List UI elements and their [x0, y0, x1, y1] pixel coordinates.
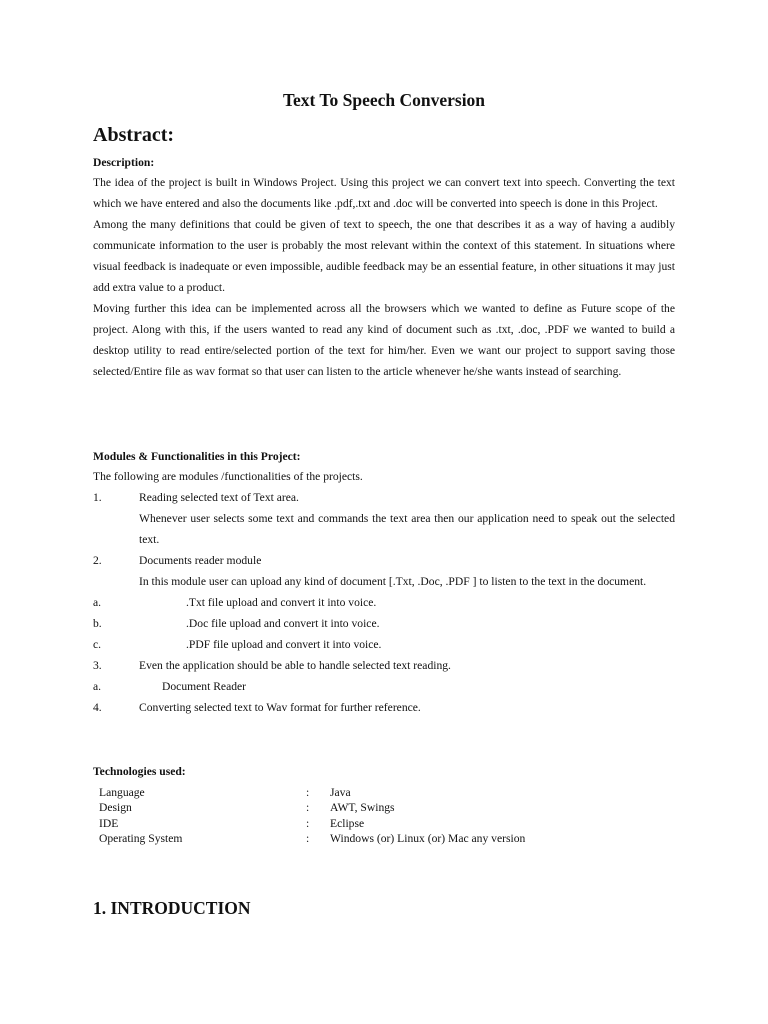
sub-text: .Txt file upload and convert it into voice.: [186, 596, 377, 609]
tech-separator: :: [306, 816, 310, 830]
list-number: 2.: [93, 554, 102, 567]
sub-text: .PDF file upload and convert it into voice.: [186, 638, 382, 651]
list-number: 4.: [93, 701, 102, 714]
description-paragraph-3: Moving further this idea can be implemented across all the browsers which we wanted to define as Future scope of the project. Along with this, if the users wanted to read any kind of document such as .txt, .doc, .PDF we wanted to build a desktop utility to read entire/selected portion of the text for him/her. Even we want our project to support saving those selected/Entire file as wav format so that user can listen to the article whenever he/she wants instead of searching.: [93, 302, 675, 378]
module-subitem-b: [93, 613, 675, 634]
modules-section: [93, 447, 675, 718]
module-item-3-subitem-a: [93, 676, 675, 697]
module-item-4: [93, 697, 675, 718]
tech-key: Operating System: [99, 831, 183, 845]
modules-intro: The following are modules /functionalities of the projects.: [93, 470, 363, 483]
tech-value: Eclipse: [330, 816, 365, 830]
sub-number: c.: [93, 638, 102, 651]
list-text: Reading selected text of Text area.: [139, 491, 299, 504]
tech-row-ide: [99, 816, 675, 831]
list-text: Converting selected text to Wav format for further reference.: [139, 701, 421, 714]
list-number: 1.: [93, 491, 102, 504]
tech-value: Windows (or) Linux (or) Mac any version: [330, 831, 526, 845]
sub-text: .Doc file upload and convert it into voice.: [186, 617, 380, 630]
module-subitem-a: [93, 592, 675, 613]
sub-number: b.: [93, 617, 102, 630]
tech-value: AWT, Swings: [330, 801, 395, 815]
sub-text: Document Reader: [162, 680, 247, 693]
tech-separator: :: [306, 786, 310, 799]
description-section: [93, 153, 675, 382]
description-paragraph-2: Among the many definitions that could be given of text to speech, the one that describes it as a way of having a audibly communicate information to the user is probably the most relevant within the context of this statement. In situations where visual feedback is inadequate or even impossible, audible feedback may be an essential feature, in other situations it may just add extra value to a product.: [93, 218, 675, 294]
abstract-heading: Abstract:: [93, 124, 175, 146]
tech-separator: :: [306, 831, 310, 845]
module-item-2: [93, 550, 675, 571]
tech-row-language: [99, 785, 675, 800]
tech-value: Java: [330, 786, 351, 799]
module-item-2-detail: In this module user can upload any kind of document [.Txt, .Doc, .PDF ] to listen to the text in the document.: [139, 575, 647, 588]
tech-key: Design: [99, 801, 132, 815]
list-number: 3.: [93, 659, 102, 672]
tech-row-design: [99, 800, 675, 815]
technologies-section: [93, 763, 675, 846]
module-item-1: [93, 487, 675, 508]
module-item-3: [93, 655, 675, 676]
technologies-heading: Technologies used:: [93, 765, 186, 778]
description-paragraph-1: The idea of the project is built in Windows Project. Using this project we can convert text into speech. Converting the text which we have entered and also the documents like .pdf,.txt and .doc will be converted into speech is done in this Project.: [93, 176, 675, 210]
document-title: Text To Speech Conversion: [282, 90, 486, 110]
module-subitem-c: [93, 634, 675, 655]
introduction-heading: 1. INTRODUCTION: [93, 898, 251, 918]
list-text: Even the application should be able to handle selected text reading.: [139, 659, 451, 672]
tech-separator: :: [306, 801, 310, 815]
sub-number: a.: [93, 596, 102, 609]
description-heading: Description:: [93, 156, 155, 169]
tech-key: Language: [99, 786, 145, 799]
modules-heading: Modules & Functionalities in this Project:: [93, 450, 301, 463]
technologies-table: [99, 785, 675, 846]
module-item-1-detail: Whenever user selects some text and commands the text area then our application need to speak out the selected text.: [139, 512, 675, 546]
sub-number: a.: [93, 680, 102, 693]
tech-key: IDE: [99, 816, 119, 830]
list-text: Documents reader module: [139, 554, 262, 567]
tech-row-operating-system: [99, 831, 675, 846]
